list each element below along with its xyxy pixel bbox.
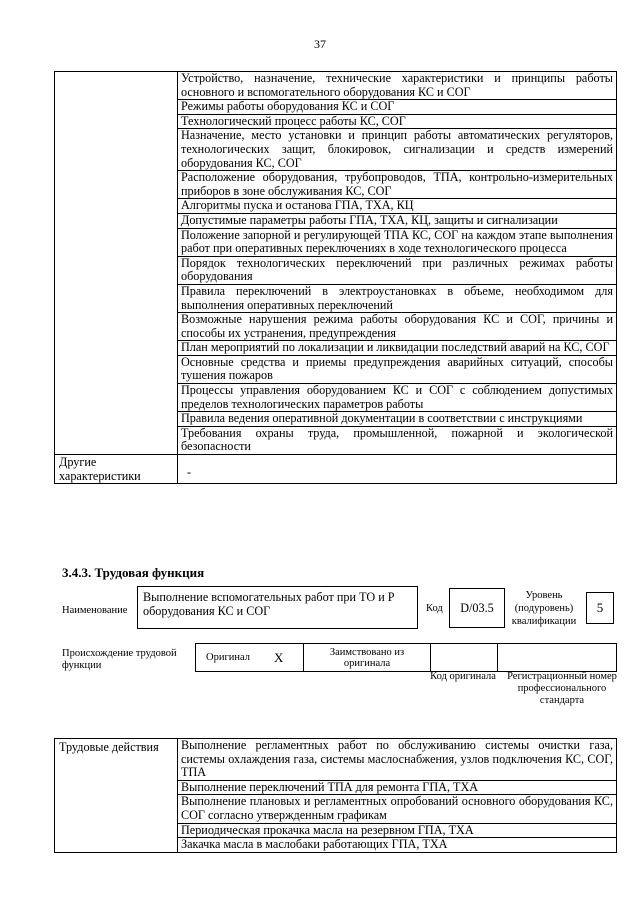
table-row: Периодическая прокачка масла на резервном ГПА, ТХА xyxy=(178,823,617,838)
function-name-box xyxy=(137,586,418,629)
table-row: Основные средства и приемы предупреждения аварийных ситуаций, способы тушения пожаров xyxy=(178,355,617,383)
table-row: Положение запорной и регулирующей ТПА КС, СОГ на каждом этапе выполнения работ при оперативных переключениях в ходе технологического процесса xyxy=(178,228,617,256)
table-row: Закачка масла в маслобаки работающих ГПА, ТХА xyxy=(178,838,617,853)
code-label: Код xyxy=(426,603,443,614)
level-box xyxy=(586,592,614,624)
table-row: Правила ведения оперативной документации в соответствии с инструкциями xyxy=(178,412,617,427)
table-row: Выполнение переключений ТПА для ремонта ГПА, ТХА xyxy=(178,780,617,795)
table-row: Расположение оборудования, трубопроводов, ТПА, контрольно-измерительных приборов в зоне обслуживания КС, СОГ xyxy=(178,171,617,199)
labor-actions-table xyxy=(54,738,617,853)
code-caption: Код оригинала xyxy=(430,671,496,682)
original-mark: X xyxy=(271,644,304,672)
other-characteristics-value: - xyxy=(187,465,192,480)
table-row: Устройство, назначение, технические характеристики и принципы работы основного и вспомогательного оборудования КС и СОГ xyxy=(178,72,617,100)
table-row: План мероприятий по локализации и ликвидации последствий аварий на КС, СОГ xyxy=(178,341,617,356)
labor-actions-label: Трудовые действия xyxy=(55,739,178,853)
level-value: 5 xyxy=(596,600,604,615)
table-row: Допустимые параметры работы ГПА, ТХА, КЦ, защиты и сигнализации xyxy=(178,213,617,228)
code-value: D/03.5 xyxy=(460,600,494,615)
table-row: Порядок технологических переключений при различных режимах работы оборудования xyxy=(178,256,617,284)
knowledge-label-cell xyxy=(55,72,178,455)
borrowed-label: Заимствовано из оригинала xyxy=(304,644,431,672)
reg-caption: Регистрационный номер профессионального стандарта xyxy=(507,671,617,706)
name-label: Наименование xyxy=(62,605,128,616)
origin-code-cell xyxy=(431,644,498,672)
table-row: Режимы работы оборудования КС и СОГ xyxy=(178,100,617,115)
table-row: Возможные нарушения режима работы оборудования КС и СОГ, причины и способы их устранения, предупреждения xyxy=(178,313,617,341)
table-row: Требования охраны труда, промышленной, пожарной и экологической безопасности xyxy=(178,426,617,454)
other-characteristics-label: Другие характеристики xyxy=(55,455,178,484)
section-title: 3.4.3. Трудовая функция xyxy=(62,565,205,580)
level-label: Уровень (подуровень) квалификации xyxy=(511,590,577,627)
origin-label: Происхождение трудовой функции xyxy=(62,648,177,671)
function-name-value: Выполнение вспомогательных работ при ТО и Р оборудования КС и СОГ xyxy=(143,590,395,618)
table-row: Выполнение регламентных работ по обслуживанию системы очистки газа, системы охлаждения газа, системы маслоснабжения, узлов подключения КС, СОГ, ТПА xyxy=(178,739,617,781)
page-number: 37 xyxy=(314,37,326,51)
table-row: Алгоритмы пуска и останова ГПА, ТХА, КЦ xyxy=(178,199,617,214)
table-row: Назначение, место установки и принцип работы автоматических регуляторов, технологических защит, блокировок, сигнализации и средств измерений оборудования КС, СОГ xyxy=(178,129,617,171)
table-row: Правила переключений в электроустановках в объеме, необходимом для выполнения оперативных переключений xyxy=(178,284,617,312)
code-box xyxy=(449,588,505,628)
knowledge-table xyxy=(54,71,617,484)
origin-table xyxy=(195,643,617,672)
table-row: Процессы управления оборудованием КС и СОГ с соблюдением допустимых пределов технологических параметров работы xyxy=(178,384,617,412)
table-row: Выполнение плановых и регламентных опробований основного оборудования КС, СОГ согласно утвержденным графикам xyxy=(178,795,617,823)
origin-reg-cell xyxy=(498,644,617,672)
original-label: Оригинал xyxy=(196,644,272,672)
table-row: Технологический процесс работы КС, СОГ xyxy=(178,114,617,129)
